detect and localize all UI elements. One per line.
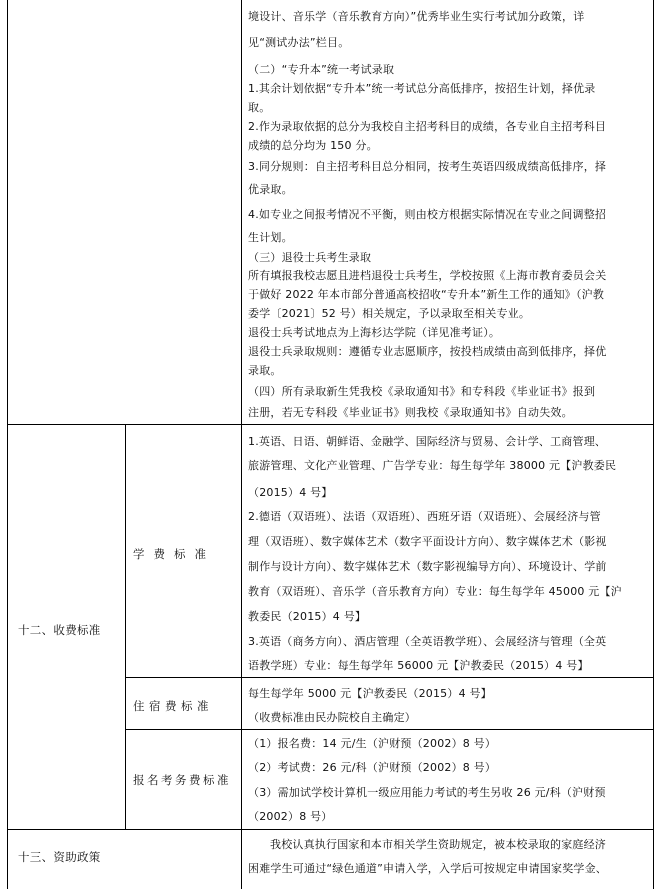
text-line: 优录取。 (248, 183, 293, 196)
text-line: 退役士兵考试地点为上海杉达学院（详见准考证）。 (248, 326, 501, 339)
text-line: 成绩的总分均为 150 分。 (248, 139, 378, 152)
tuition-label: 学费标准 (133, 547, 215, 561)
row-divider-fees (7, 424, 654, 425)
text-line: 制作与设计方向）、数字媒体艺术（数字影视编导方向）、环境设计、学前 (248, 560, 607, 573)
text-line: 委学〔2021〕52 号）相关规定，予以录取至相关专业。 (248, 307, 531, 320)
text-line: 3.英语（商务方向）、酒店管理（全英语教学班）、会展经济与管理（全英 (248, 635, 607, 648)
subsection-heading: （三）退役士兵考生录取 (248, 251, 372, 264)
text-line: 我校认真执行国家和本市相关学生资助规定，被本校录取的家庭经济 (270, 838, 606, 851)
row-divider-exam-fee (125, 729, 654, 730)
row-divider-aid (7, 829, 654, 830)
section-label-fees: 十二、收费标准 (18, 623, 101, 637)
text-line: 教育（双语班）、音乐学（音乐教育方向）专业：每生每学年 45000 元【沪 (248, 585, 622, 598)
text-line: 注册，若无专科段《毕业证书》则我校《录取通知书》自动失效。 (248, 406, 573, 419)
text-line: （3）需加试学校计算机一级应用能力考试的考生另收 26 元/科（沪财预 (248, 786, 606, 799)
text-line: 1.其余计划依据“专升本”统一考试总分高低排序，按招生计划，择优录 (248, 82, 596, 95)
text-line: 见“测试办法”栏目。 (248, 36, 350, 49)
text-line: 3.同分规则：自主招考科目总分相同，按考生英语四级成绩高低排序，择 (248, 160, 607, 173)
text-line: （1）报名费：14 元/生（沪财预（2002）8 号） (248, 737, 497, 750)
text-line: 旅游管理、文化产业管理、广告学专业：每生每学年 38000 元【沪教委民 (248, 459, 617, 472)
text-line: 1.英语、日语、朝鲜语、金融学、国际经济与贸易、会计学、工商管理、 (248, 435, 607, 448)
text-line: 于做好 2022 年本市部分普通高校招收“专升本”新生工作的通知》（沪教 (248, 288, 605, 301)
text-line: 2.作为录取依据的总分为我校自主招考科目的成绩，各专业自主招考科目 (248, 120, 607, 133)
accommodation-label: 住宿费标准 (133, 699, 213, 713)
row-divider-accommodation (125, 677, 654, 678)
subsection-heading: （二）“专升本”统一考试录取 (248, 63, 395, 76)
text-line: 理（双语班）、数字媒体艺术（数字平面设计方向）、数字媒体艺术（影视 (248, 535, 607, 548)
text-line: （2002）8 号） (248, 810, 333, 823)
column-divider (241, 0, 242, 889)
text-line: 所有填报我校志愿且进档退役士兵考生，学校按照《上海市教育委员会关 (248, 269, 607, 282)
text-line: 生计划。 (248, 231, 293, 244)
text-line: 录取。 (248, 364, 282, 377)
text-line: 困难学生可通过“绿色通道”申请入学，入学后可按规定申请国家奖学金、 (248, 862, 607, 875)
text-line: 2.德语（双语班）、法语（双语班）、西班牙语（双语班）、会展经济与管 (248, 510, 601, 523)
table-border-right (653, 0, 654, 889)
exam-fee-label: 报名考务费标准 (133, 773, 231, 787)
text-line: 每生每学年 5000 元【沪教委民（2015）4 号】 (248, 687, 492, 700)
text-line: 退役士兵录取规则：遵循专业志愿顺序，按投档成绩由高到低排序，择优 (248, 345, 607, 358)
section-label-aid: 十三、资助政策 (18, 850, 101, 864)
text-line: 4.如专业之间报考情况不平衡，则由校方根据实际情况在专业之间调整招 (248, 208, 607, 221)
subsection-heading: （四）所有录取新生凭我校《录取通知书》和专科段《毕业证书》报到 (248, 385, 596, 398)
text-line: 境设计、音乐学（音乐教育方向）”优秀毕业生实行考试加分政策，详 (248, 10, 585, 23)
text-line: 教委民（2015）4 号】 (248, 610, 367, 623)
text-line: 取。 (248, 101, 271, 114)
text-line: 语教学班）专业：每生每学年 56000 元【沪教委民（2015）4 号】 (248, 659, 589, 672)
table-border-left (7, 0, 8, 889)
text-line: （2）考试费：26 元/科（沪财预（2002）8 号） (248, 761, 497, 774)
text-line: （2015）4 号】 (248, 486, 333, 499)
sub-column-divider (125, 424, 126, 829)
text-line: （收费标准由民办院校自主确定） (248, 711, 416, 724)
